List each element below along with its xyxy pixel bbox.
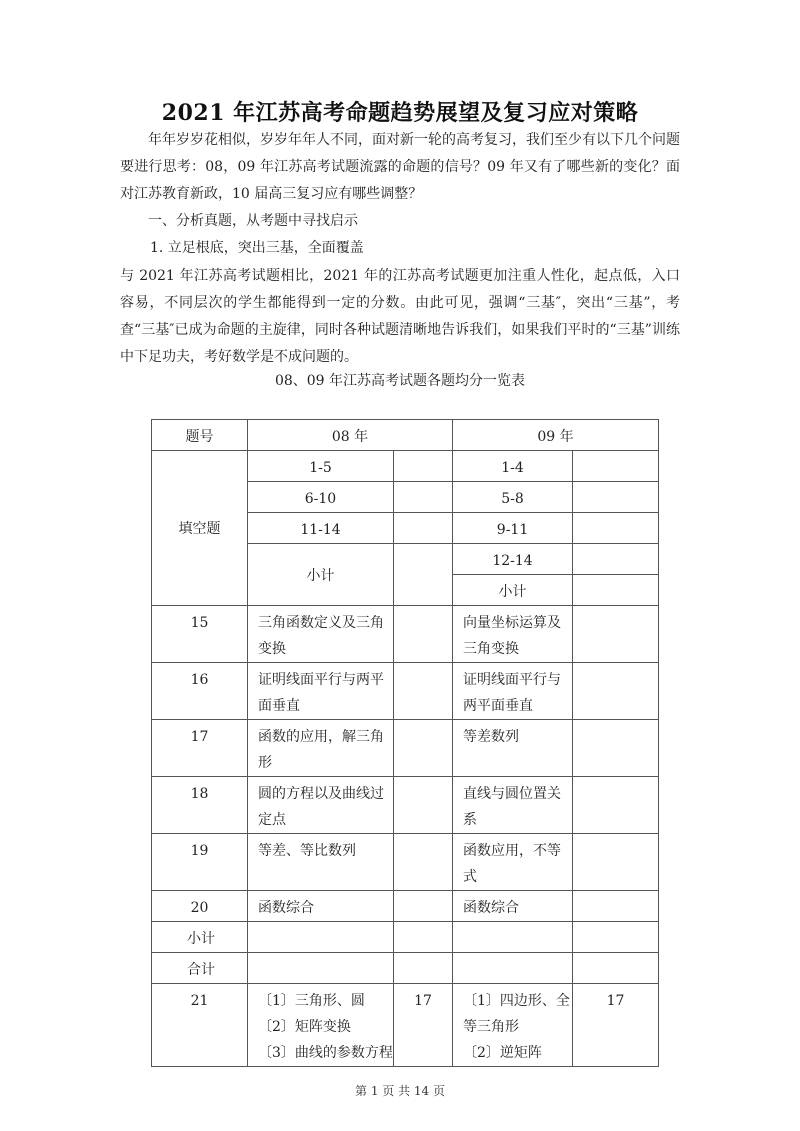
topic-08: 圆的方程以及曲线过定点 <box>248 777 394 834</box>
topic-08-item: 〔3〕曲线的参数方程 <box>258 1045 393 1061</box>
topic-08: 三角函数定义及三角变换 <box>248 606 394 663</box>
table-row <box>152 777 659 834</box>
topic-08: 函数综合 <box>248 891 394 922</box>
subtotal-09 <box>453 922 573 953</box>
topic-08: 等差、等比数列 <box>248 834 394 891</box>
score-09 <box>573 720 659 777</box>
table-row <box>152 891 659 922</box>
topic-09-item: 〔1〕四边形、全等三角形 <box>463 993 570 1035</box>
total-08 <box>248 953 394 984</box>
fill-08-score <box>394 482 453 513</box>
total-label: 合计 <box>152 953 248 984</box>
question-number: 16 <box>152 663 248 720</box>
header-year-09: 09 年 <box>453 420 659 451</box>
fill-08-range: 11-14 <box>248 513 394 544</box>
topic-08: 函数的应用，解三角形 <box>248 720 394 777</box>
fill-09-score <box>573 451 659 482</box>
table-header-row <box>152 420 659 451</box>
topic-09: 直线与圆位置关系 <box>453 777 573 834</box>
score-09 <box>573 606 659 663</box>
score-09: 17 <box>573 984 659 1067</box>
subtotal-label: 小计 <box>152 922 248 953</box>
fill-08-score <box>394 451 453 482</box>
question-number: 19 <box>152 834 248 891</box>
topic-08-item: 〔2〕矩阵变换 <box>258 1019 351 1035</box>
fill-09-range: 5-8 <box>453 482 573 513</box>
intro-paragraph: 年年岁岁花相似，岁岁年年人不同，面对新一轮的高考复习，我们至少有以下几个问题要进行思考：08，09 年江苏高考试题流露的命题的信号？09 年又有了哪些新的变化？面对江苏教育新政，10 届高三复习应有哪些调整？ <box>120 132 680 202</box>
question-number: 21 <box>152 984 248 1067</box>
score-09 <box>573 777 659 834</box>
topic-09-list <box>453 984 573 1067</box>
page-footer: 第 1 页 共 14 页 <box>355 1084 445 1098</box>
topic-08-item: 〔1〕三角形、圆 <box>258 993 365 1009</box>
subtotal-09-score <box>573 922 659 953</box>
topic-09: 等差数列 <box>453 720 573 777</box>
page-title: 2021 年江苏高考命题趋势展望及复习应对策略 <box>161 100 639 126</box>
total-09 <box>453 953 573 984</box>
question-number: 20 <box>152 891 248 922</box>
table-row <box>152 663 659 720</box>
fill-09-range: 1-4 <box>453 451 573 482</box>
question-number: 15 <box>152 606 248 663</box>
score-08 <box>394 606 453 663</box>
topic-09-item: 〔2〕逆矩阵 <box>463 1045 542 1061</box>
topic-08: 证明线面平行与两平面垂直 <box>248 663 394 720</box>
fill-09-range: 9-11 <box>453 513 573 544</box>
score-08 <box>394 834 453 891</box>
fill-08-subtotal: 小计 <box>248 544 394 606</box>
topic-09: 函数综合 <box>453 891 573 922</box>
fill-08-range: 6-10 <box>248 482 394 513</box>
subtotal-08 <box>248 922 394 953</box>
topic-08-list <box>248 984 394 1067</box>
fill-09-subtotal-score <box>573 575 659 606</box>
score-08 <box>394 891 453 922</box>
table-row <box>152 720 659 777</box>
table-row <box>152 606 659 663</box>
table-row <box>152 953 659 984</box>
topic-09: 向量坐标运算及三角变换 <box>453 606 573 663</box>
score-table <box>151 419 659 1067</box>
fill-08-range: 1-5 <box>248 451 394 482</box>
table-row <box>152 984 659 1067</box>
fill-09-score <box>573 482 659 513</box>
fill-09-score <box>573 544 659 575</box>
table-row <box>152 922 659 953</box>
score-09 <box>573 663 659 720</box>
score-09 <box>573 834 659 891</box>
fill-08-subtotal-score <box>394 544 453 606</box>
fill-08-score <box>394 513 453 544</box>
fill-09-score <box>573 513 659 544</box>
score-08 <box>394 777 453 834</box>
score-08: 17 <box>394 984 453 1067</box>
table-row <box>152 451 659 482</box>
fill-in-label: 填空题 <box>152 451 248 606</box>
header-question-number: 题号 <box>152 420 248 451</box>
table-caption: 08、09 年江苏高考试题各题均分一览表 <box>274 373 526 389</box>
subsection-heading: 1. 立足根底，突出三基，全面覆盖 <box>150 240 364 256</box>
topic-09: 证明线面平行与两平面垂直 <box>453 663 573 720</box>
header-year-08: 08 年 <box>248 420 453 451</box>
table-row <box>152 834 659 891</box>
total-09-score <box>573 953 659 984</box>
section-heading: 一、分析真题，从考题中寻找启示 <box>148 213 358 229</box>
subtotal-08-score <box>394 922 453 953</box>
question-number: 18 <box>152 777 248 834</box>
question-number: 17 <box>152 720 248 777</box>
fill-09-subtotal: 小计 <box>453 575 573 606</box>
topic-09: 函数应用，不等式 <box>453 834 573 891</box>
body-paragraph: 与 2021 年江苏高考试题相比，2021 年的江苏高考试题更加注重人性化，起点低，入口容易，不同层次的学生都能得到一定的分数。由此可见，强调“三基″，突出“三基”，考查“三基″已成为命题的主旋律，同时各种试题清晰地告诉我们，如果我们平时的“三基”训练中下足功夫，考好数学是不成问题的。 <box>120 268 680 365</box>
fill-09-range: 12-14 <box>453 544 573 575</box>
score-09 <box>573 891 659 922</box>
score-08 <box>394 720 453 777</box>
total-08-score <box>394 953 453 984</box>
score-08 <box>394 663 453 720</box>
